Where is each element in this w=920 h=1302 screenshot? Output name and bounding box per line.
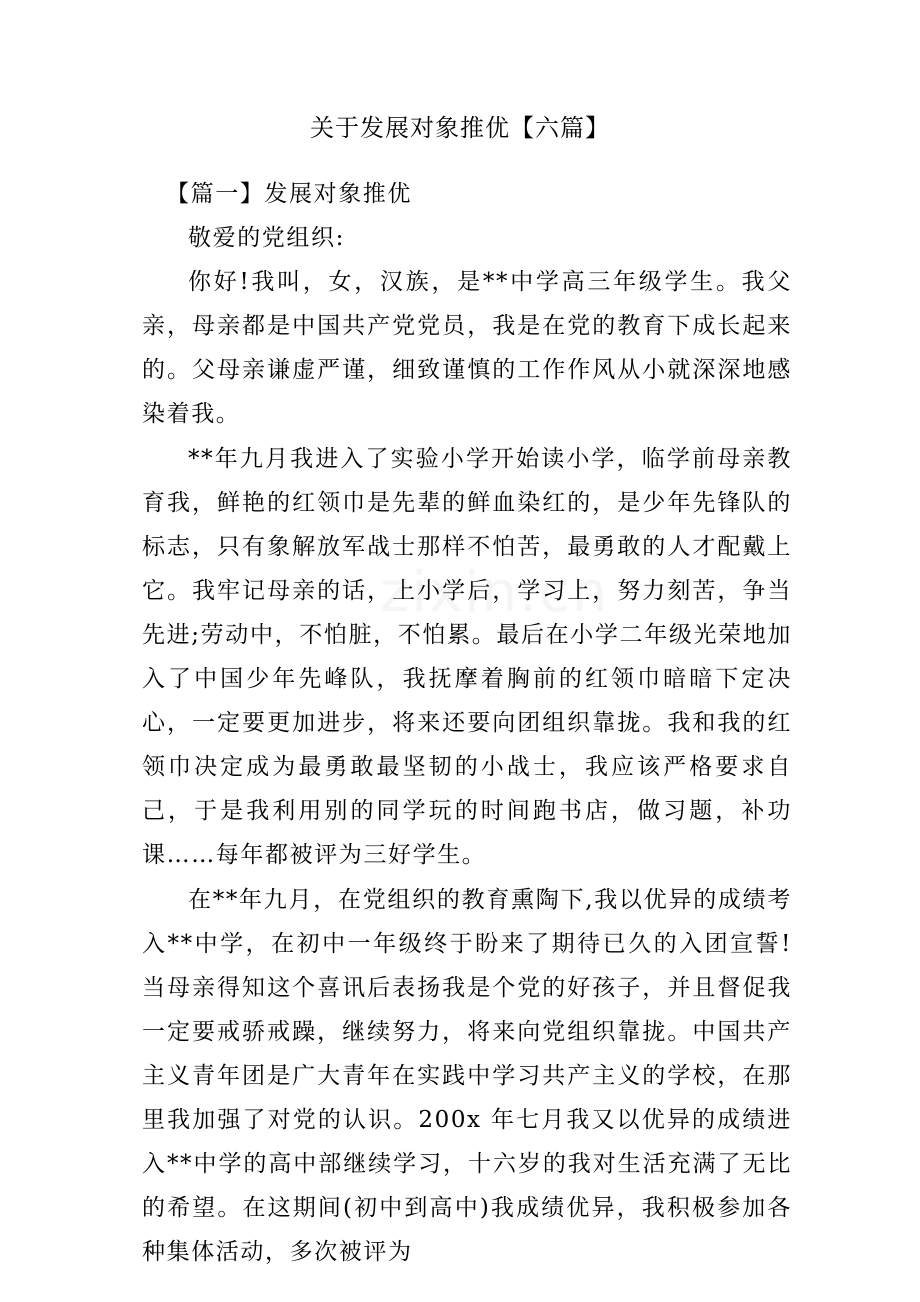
body-paragraph: **年九月我进入了实验小学开始读小学，临学前母亲教育我，鲜艳的红领巾是先辈的鲜血染红的，是少年先锋队的标志，只有象解放军战士那样不怕苦，最勇敢的人才配戴上它。我牢记母亲的话，上小学后，学习上，努力刻苦，争当先进;劳动中，不怕脏，不怕累。最后在小学二年级光荣地加入了中国少年先峰队，我抚摩着胸前的红领巾暗暗下定决心，一定要更加进步，将来还要向团组织靠拢。我和我的红领巾决定成为最勇敢最坚韧的小战士，我应该严格要求自己，于是我利用别的同学玩的时间跑书店，做习题，补功课……每年都被评为三好学生。 xyxy=(142,445,792,869)
document-title: 关于发展对象推优【六篇】 xyxy=(310,114,610,142)
section-heading: 【篇一】发展对象推优 xyxy=(166,181,412,207)
body-paragraph: 在**年九月，在党组织的教育熏陶下,我以优异的成绩考入**中学，在初中一年级终于盼来了期待已久的入团宣誓!当母亲得知这个喜讯后表扬我是个党的好孩子，并且督促我一定要戒骄戒躁，继续努力，将来向党组织靠拢。中国共产主义青年团是广大青年在实践中学习共产主义的学校，在那里我加强了对党的认识。200x 年七月我又以优异的成绩进入**中学的高中部继续学习，十六岁的我对生活充满了无比的希望。在这期间(初中到高中)我成绩优异，我积极参加各种集体活动，多次被评为 xyxy=(142,886,792,1266)
body-paragraph: 你好!我叫，女，汉族，是**中学高三年级学生。我父亲，母亲都是中国共产党党员，我是在党的教育下成长起来的。父母亲谦虚严谨，细致谨慎的工作作风从小就深深地感染着我。 xyxy=(142,269,792,428)
salutation: 敬爱的党组织: xyxy=(188,225,345,252)
document-body xyxy=(142,172,792,1274)
